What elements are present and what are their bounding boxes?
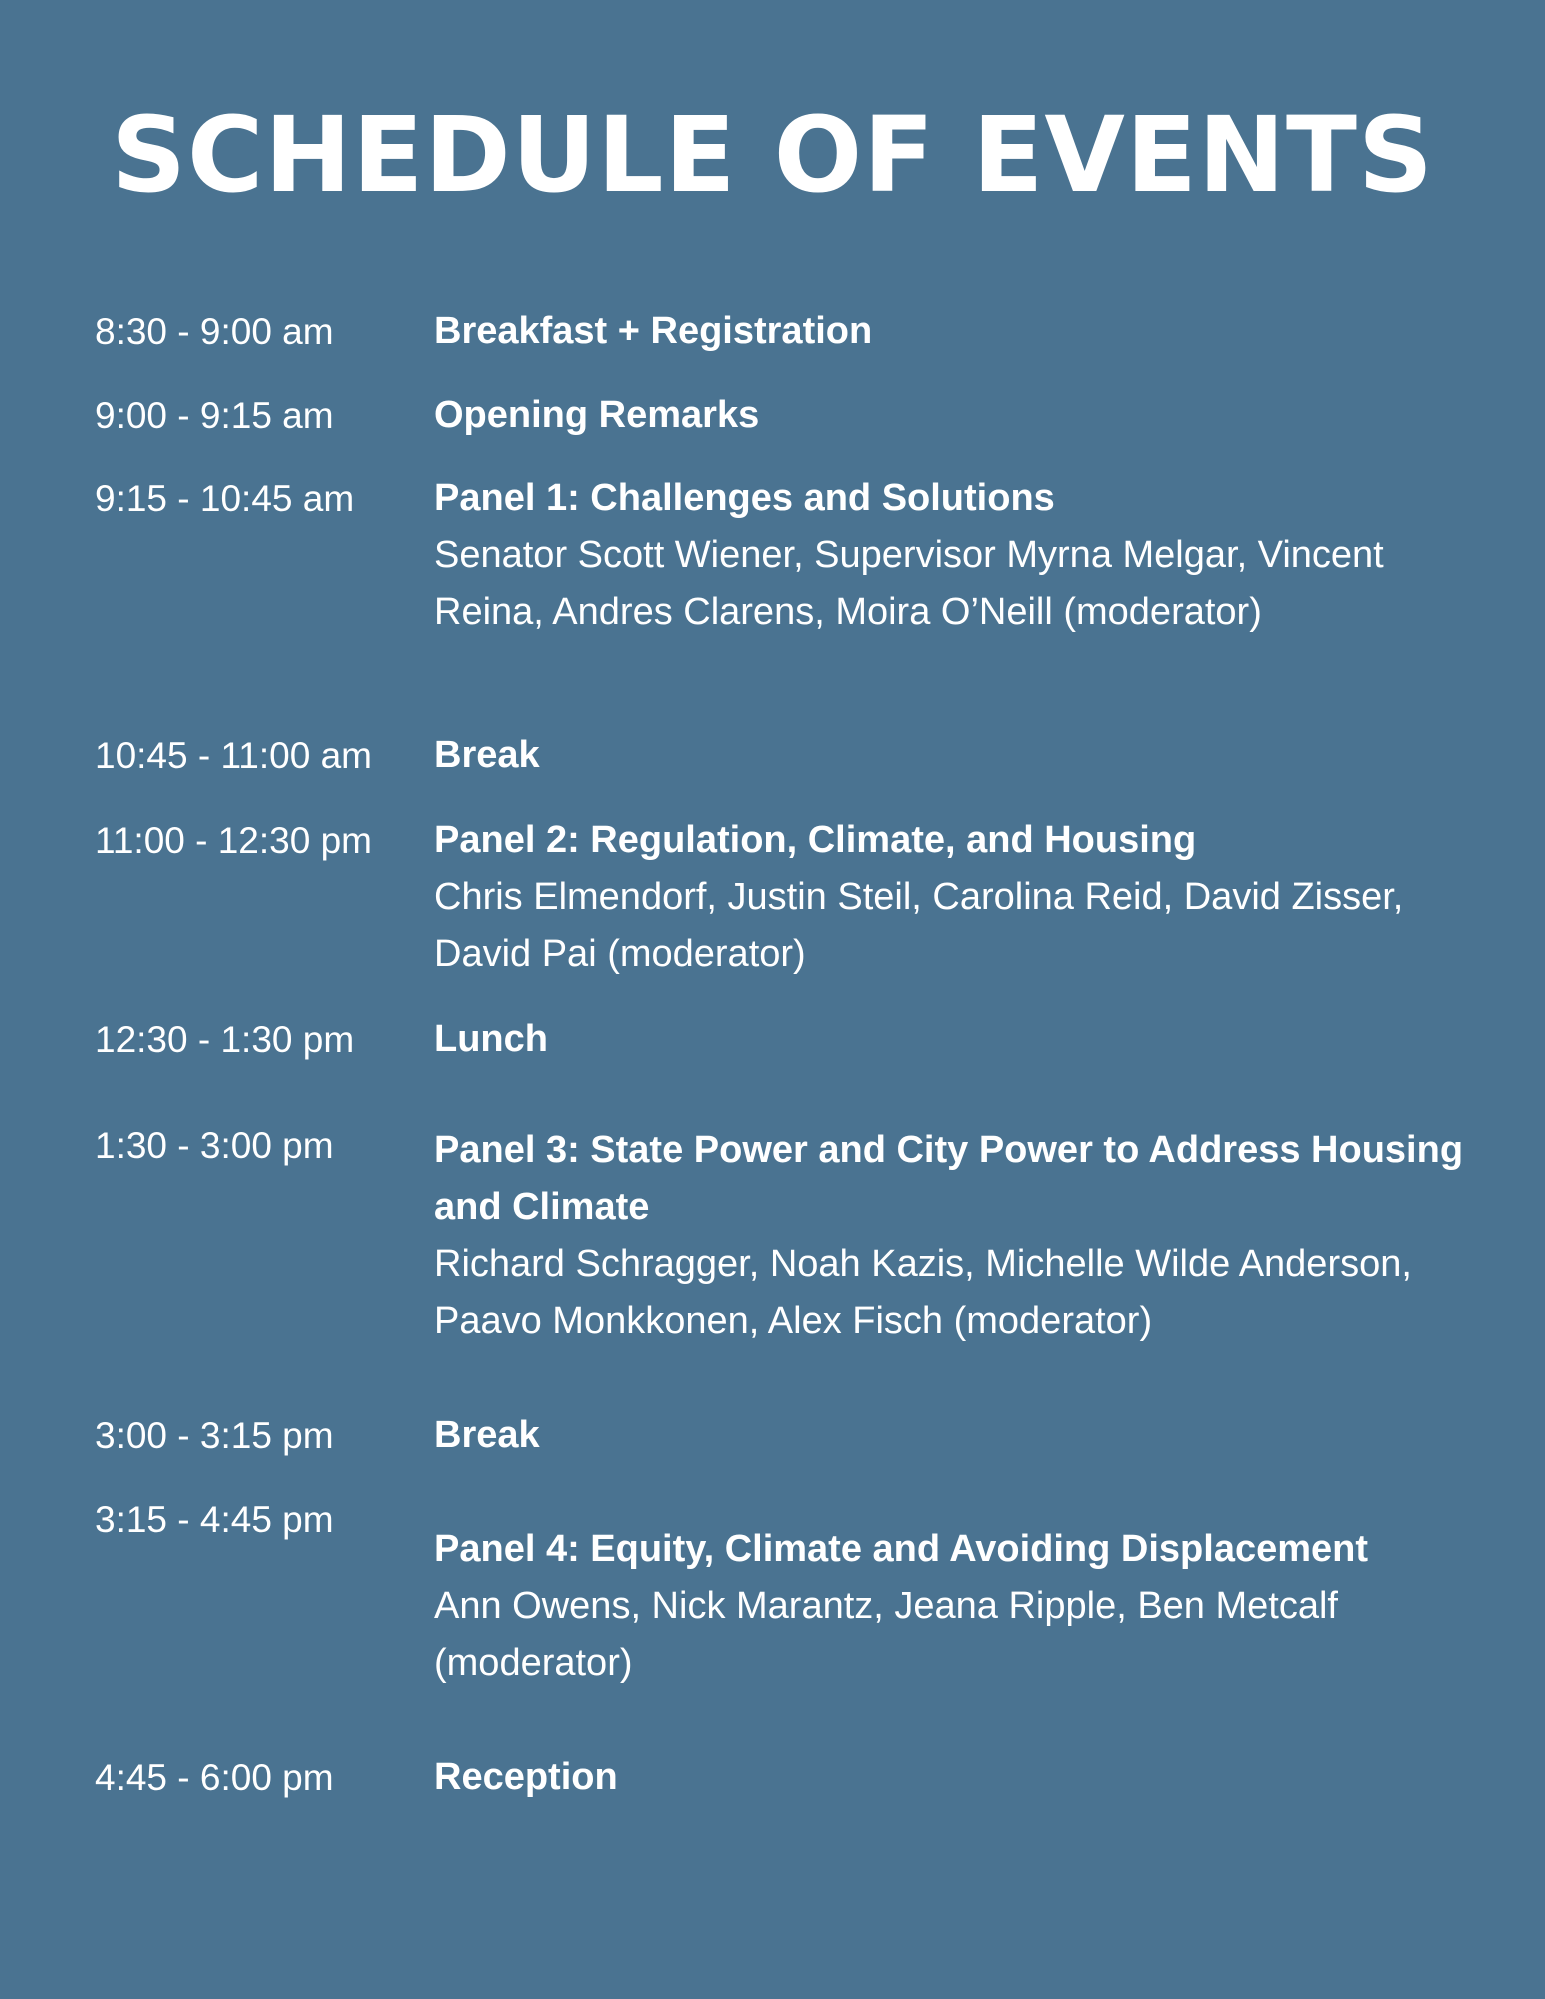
event-title: Opening Remarks — [434, 394, 760, 436]
event-title: Panel 4: Equity, Climate and Avoiding Displacement — [434, 1528, 1369, 1570]
event-title: Panel 3: State Power and City Power to Address Housing and Climate — [434, 1129, 1464, 1228]
event-title: Break — [434, 1414, 540, 1456]
event-time: 9:15 - 10:45 am — [95, 478, 355, 519]
event-details — [434, 387, 1464, 444]
event-speakers: Richard Schragger, Noah Kazis, Michelle Wilde Anderson, Paavo Monkkonen, Alex Fisch (moderator) — [434, 1243, 1412, 1342]
event-time: 12:30 - 1:30 pm — [95, 1019, 355, 1060]
event-details — [434, 1407, 1464, 1464]
event-title: Panel 1: Challenges and Solutions — [434, 477, 1055, 519]
event-time: 9:00 - 9:15 am — [95, 395, 334, 436]
event-time: 3:15 - 4:45 pm — [95, 1499, 334, 1540]
event-time: 3:00 - 3:15 pm — [95, 1415, 334, 1456]
event-details — [434, 470, 1464, 641]
event-speakers: Chris Elmendorf, Justin Steil, Carolina Reid, David Zisser, David Pai (moderator) — [434, 876, 1404, 975]
event-time: 10:45 - 11:00 am — [95, 735, 372, 776]
event-details — [434, 812, 1464, 983]
event-title: Breakfast + Registration — [434, 310, 873, 352]
page-title: SCHEDULE OF EVENTS — [111, 94, 1434, 216]
event-details — [434, 1122, 1464, 1350]
event-title: Lunch — [434, 1018, 548, 1060]
event-time: 1:30 - 3:00 pm — [95, 1125, 334, 1166]
event-time: 8:30 - 9:00 am — [95, 311, 334, 352]
event-title: Reception — [434, 1756, 618, 1798]
event-time: 4:45 - 6:00 pm — [95, 1757, 334, 1798]
event-details — [434, 727, 1464, 784]
event-details — [434, 1521, 1464, 1692]
event-details — [434, 1011, 1464, 1068]
event-speakers: Senator Scott Wiener, Supervisor Myrna Melgar, Vincent Reina, Andres Clarens, Moira O’Neill (moderator) — [434, 534, 1384, 633]
event-details — [434, 1749, 1464, 1806]
event-title: Panel 2: Regulation, Climate, and Housing — [434, 819, 1197, 861]
event-speakers: Ann Owens, Nick Marantz, Jeana Ripple, Ben Metcalf (moderator) — [434, 1585, 1338, 1684]
event-time: 11:00 - 12:30 pm — [95, 820, 372, 861]
event-title: Break — [434, 734, 540, 776]
event-details — [434, 303, 1464, 360]
